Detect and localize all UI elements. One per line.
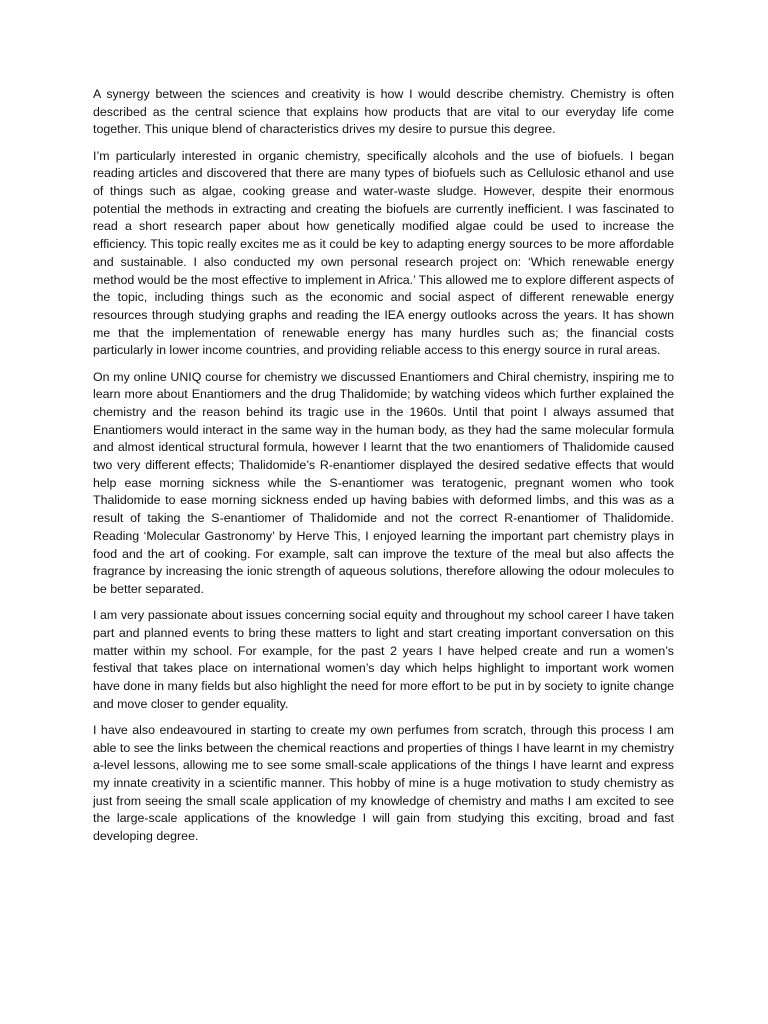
- paragraph-enantiomers: On my online UNIQ course for chemistry we discussed Enantiomers and Chiral chemistry, inspiring me to learn more about Enantiomers and the drug Thalidomide; by watching videos which further explained the chemistry and the reason behind its tragic use in the 1960s. Until that point I always assumed that Enantiomers would interact in the same way in the human body, as they had the same molecular formula and almost identical structural formula, however I learnt that the two enantiomers of Thalidomide caused two very different effects; Thalidomide’s R-enantiomer displayed the desired sedative effects that would help ease morning sickness while the S-enantiomer was teratogenic, pregnant women who took Thalidomide to ease morning sickness ended up having babies with deformed limbs, and this was as a result of taking the S-enantiomer of Thalidomide and not the correct R-enantiomer of Thalidomide. Reading ‘Molecular Gastronomy’ by Herve This, I enjoyed learning the important part chemistry plays in food and the art of cooking. For example, salt can improve the texture of the meal but also affects the fragrance by increasing the ionic strength of aqueous solutions, therefore allowing the odour molecules to be better separated.: [93, 369, 674, 596]
- paragraph-organic-chemistry: I’m particularly interested in organic chemistry, specifically alcohols and the use of biofuels. I began reading articles and discovered that there are many types of biofuels such as Cellulosic ethanol and use of things such as algae, cooking grease and water-waste sludge. However, despite their enormous potential the methods in extracting and creating the biofuels are currently inefficient. I was fascinated to read a short research paper about how genetically modified algae could be used to increase the efficiency. This topic really excites me as it could be key to adapting energy sources to be more affordable and sustainable. I also conducted my own personal research project on: ‘Which renewable energy method would be the most effective to implement in Africa.’ This allowed me to explore different aspects of the topic, including things such as the economic and social aspect of different renewable energy resources through studying graphs and reading the IEA energy outlooks across the years. It has shown me that the implementation of renewable energy has many hurdles such as; the financial costs particularly in lower income countries, and providing reliable access to this energy source in rural areas.: [93, 148, 674, 358]
- document-body: [93, 86, 674, 854]
- paragraph-social-equity: I am very passionate about issues concerning social equity and throughout my school career I have taken part and planned events to bring these matters to light and start creating important conversation on this matter within my school. For example, for the past 2 years I have helped create and run a women’s festival that takes place on international women’s day which helps highlight to important work women have done in many fields but also highlight the need for more effort to be put in by society to ignite change and move closer to gender equality.: [93, 608, 674, 711]
- paragraph-intro: A synergy between the sciences and creativity is how I would describe chemistry. Chemistry is often described as the central science that explains how products that are vital to our everyday life come together. This unique blend of characteristics drives my desire to pursue this degree.: [93, 87, 674, 137]
- paragraph-perfumes: I have also endeavoured in starting to create my own perfumes from scratch, through this process I am able to see the links between the chemical reactions and properties of things I have learnt in my chemistry a-level lessons, allowing me to see some small-scale applications of the things I have learnt and express my innate creativity in a scientific manner. This hobby of mine is a huge motivation to study chemistry as just from seeing the small scale application of my knowledge of chemistry and maths I am excited to see the large-scale applications of the knowledge I will gain from studying this exciting, broad and fast developing degree.: [93, 722, 674, 844]
